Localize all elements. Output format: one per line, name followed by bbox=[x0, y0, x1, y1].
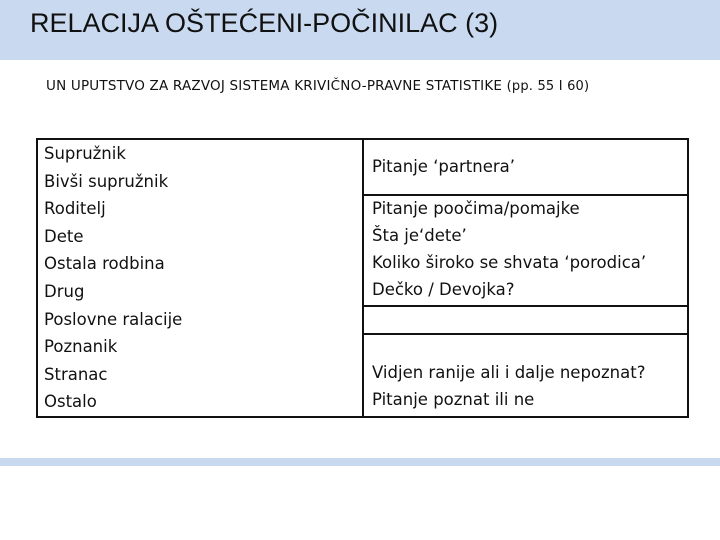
notes-column bbox=[364, 138, 689, 418]
note-cell-stranger bbox=[364, 335, 687, 416]
relations-column bbox=[36, 138, 364, 418]
relation-item: Stranac bbox=[44, 364, 108, 384]
relation-item: Dete bbox=[44, 226, 84, 246]
relation-item: Ostalo bbox=[44, 392, 97, 412]
subtitle-source: UN UPUTSTVO ZA RAZVOJ SISTEMA KRIVIČNO-PRAVNE STATISTIKE bbox=[46, 78, 503, 94]
note-cell-family bbox=[364, 196, 687, 307]
note-line: Pitanje poznat ili ne bbox=[372, 390, 535, 409]
note-line: Pitanje poočima/pomajke bbox=[372, 199, 580, 218]
relation-item: Poznanik bbox=[44, 337, 118, 357]
note-line: Pitanje ‘partnera’ bbox=[372, 157, 516, 176]
relation-item: Roditelj bbox=[44, 199, 106, 219]
bottom-accent-bar bbox=[0, 458, 720, 466]
note-line: Šta je‘dete’ bbox=[372, 226, 467, 245]
relation-item: Bivši supružnik bbox=[44, 171, 169, 191]
note-cell-partner bbox=[364, 140, 687, 196]
relation-item: Supružnik bbox=[44, 144, 126, 163]
relation-item: Poslovne ralacije bbox=[44, 309, 183, 329]
note-line: Dečko / Devojka? bbox=[372, 280, 515, 299]
slide-title: RELACIJA OŠTEĆENI-POČINILAC (3) bbox=[30, 8, 499, 38]
relations-list bbox=[44, 140, 182, 416]
note-line: Koliko široko se shvata ‘porodica’ bbox=[372, 253, 647, 272]
note-line: Vidjen ranije ali i dalje nepoznat? bbox=[372, 363, 646, 382]
subtitle-pages: (pp. 55 I 60) bbox=[506, 79, 590, 94]
relation-item: Ostala rodbina bbox=[44, 254, 165, 274]
relation-item: Drug bbox=[44, 281, 85, 301]
slide-subtitle bbox=[46, 78, 589, 94]
note-cell-business bbox=[364, 307, 687, 335]
